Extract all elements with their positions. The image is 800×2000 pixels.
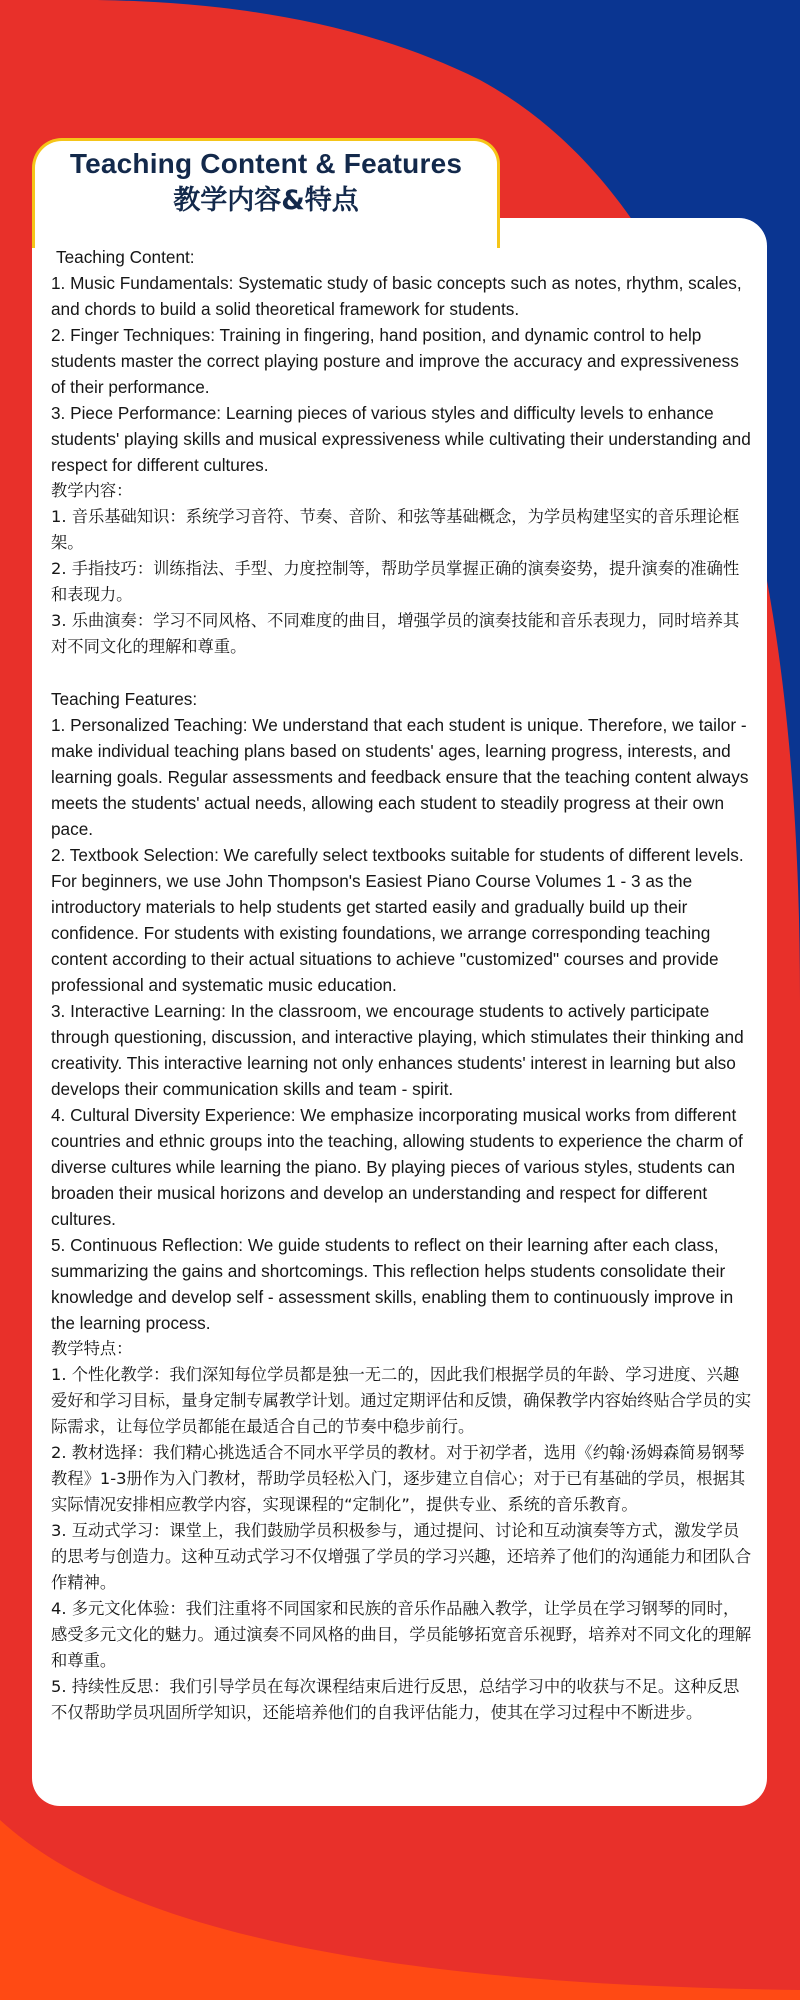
- teaching-features-zh-section: [51, 1336, 753, 1726]
- title-tab: [32, 138, 500, 248]
- teaching-features-zh-item: 3. 互动式学习：课堂上，我们鼓励学员积极参与，通过提问、讨论和互动演奏等方式，激发学员的思考与创造力。这种互动式学习不仅增强了学员的学习兴趣，还培养了他们的沟通能力和团队合作精神。: [51, 1521, 752, 1592]
- teaching-features-zh-item: 1. 个性化教学：我们深知每位学员都是独一无二的，因此我们根据学员的年龄、学习进度、兴趣爱好和学习目标，量身定制专属教学计划。通过定期评估和反馈，确保教学内容始终贴合学员的实际需求，让每位学员都能在最适合自己的节奏中稳步前行。: [51, 1365, 752, 1436]
- teaching-features-zh-item: 5. 持续性反思：我们引导学员在每次课程结束后进行反思，总结学习中的收获与不足。这种反思不仅帮助学员巩固所学知识，还能培养他们的自我评估能力，使其在学习过程中不断进步。: [51, 1677, 740, 1722]
- teaching-content-zh-heading: 教学内容：: [51, 481, 133, 500]
- teaching-features-zh-item: 4. 多元文化体验：我们注重将不同国家和民族的音乐作品融入教学，让学员在学习钢琴的同时，感受多元文化的魅力。通过演奏不同风格的曲目，学员能够拓宽音乐视野，培养对不同文化的理解和尊重。: [51, 1599, 752, 1670]
- teaching-content-zh-item: 2. 手指技巧：训练指法、手型、力度控制等，帮助学员掌握正确的演奏姿势，提升演奏的准确性和表现力。: [51, 559, 740, 604]
- teaching-content-en-heading: Teaching Content:: [56, 247, 195, 267]
- teaching-content-zh-item: 1. 音乐基础知识：系统学习音符、节奏、音阶、和弦等基础概念，为学员构建坚实的音乐理论框架。: [51, 507, 740, 552]
- teaching-content-zh-item: 3. 乐曲演奏：学习不同风格、不同难度的曲目，增强学员的演奏技能和音乐表现力，同时培养其对不同文化的理解和尊重。: [51, 611, 740, 656]
- teaching-content-en-item: 3. Piece Performance: Learning pieces of various styles and difficulty levels to enhance students' playing skills and musical expressiveness while cultivating their understanding and respect for different cultures.: [51, 403, 751, 475]
- teaching-features-en-section: [51, 686, 753, 1336]
- teaching-features-en-item: 4. Cultural Diversity Experience: We emphasize incorporating musical works from different countries and ethnic groups into the teaching, allowing students to experience the charm of diverse cultures while learning the piano. By playing pieces of various styles, students can broaden their musical horizons and develop an understanding and respect for different cultures.: [51, 1105, 743, 1229]
- teaching-features-en-heading: Teaching Features:: [51, 689, 198, 709]
- teaching-features-en-item: 5. Continuous Reflection: We guide students to reflect on their learning after each class, summarizing the gains and shortcomings. This reflection helps students consolidate their knowledge and develop self - assessment skills, enabling them to continuously improve in the learning process.: [51, 1235, 734, 1333]
- page-title-en: Teaching Content & Features: [69, 148, 463, 179]
- teaching-content-en-item: 1. Music Fundamentals: Systematic study of basic concepts such as notes, rhythm, scales, and chords to build a solid theoretical framework for students.: [51, 273, 742, 319]
- teaching-features-en-item: 2. Textbook Selection: We carefully select textbooks suitable for students of different levels. For beginners, we use John Thompson's Easiest Piano Course Volumes 1 - 3 as the introductory materials to help students get started easily and gradually build up their confidence. For students with existing foundations, we arrange corresponding teaching content according to their actual situations to achieve "customized" courses and provide professional and systematic music education.: [51, 845, 744, 995]
- teaching-features-en-item: 3. Interactive Learning: In the classroom, we encourage students to actively participate through questioning, discussion, and interactive playing, which stimulates their thinking and creativity. This interactive learning not only enhances students' interest in learning but also develops their communication skills and team - spirit.: [51, 1001, 744, 1099]
- teaching-content-zh-section: [51, 478, 753, 660]
- teaching-features-zh-item: 2. 教材选择：我们精心挑选适合不同水平学员的教材。对于初学者，选用《约翰·汤姆森简易钢琴教程》1-3册作为入门教材，帮助学员轻松入门，逐步建立自信心；对于已有基础的学员，根据其实际情况安排相应教学内容，实现课程的“定制化”，提供专业、系统的音乐教育。: [51, 1443, 746, 1514]
- teaching-features-zh-heading: 教学特点：: [51, 1339, 133, 1358]
- teaching-features-en-item: 1. Personalized Teaching: We understand that each student is unique. Therefore, we tailor - make individual teaching plans based on students' ages, learning progress, interests, and learning goals. Regular assessments and feedback ensure that the teaching content always meets the students' actual needs, allowing each student to steadily progress at their own pace.: [51, 715, 749, 839]
- teaching-content-en-section: [51, 244, 753, 478]
- content-body: [51, 244, 753, 1726]
- section-spacer: [51, 660, 753, 686]
- page-title-zh: 教学内容&特点: [173, 185, 359, 216]
- teaching-content-en-item: 2. Finger Techniques: Training in fingering, hand position, and dynamic control to help students master the correct playing posture and improve the accuracy and expressiveness of their performance.: [51, 325, 739, 397]
